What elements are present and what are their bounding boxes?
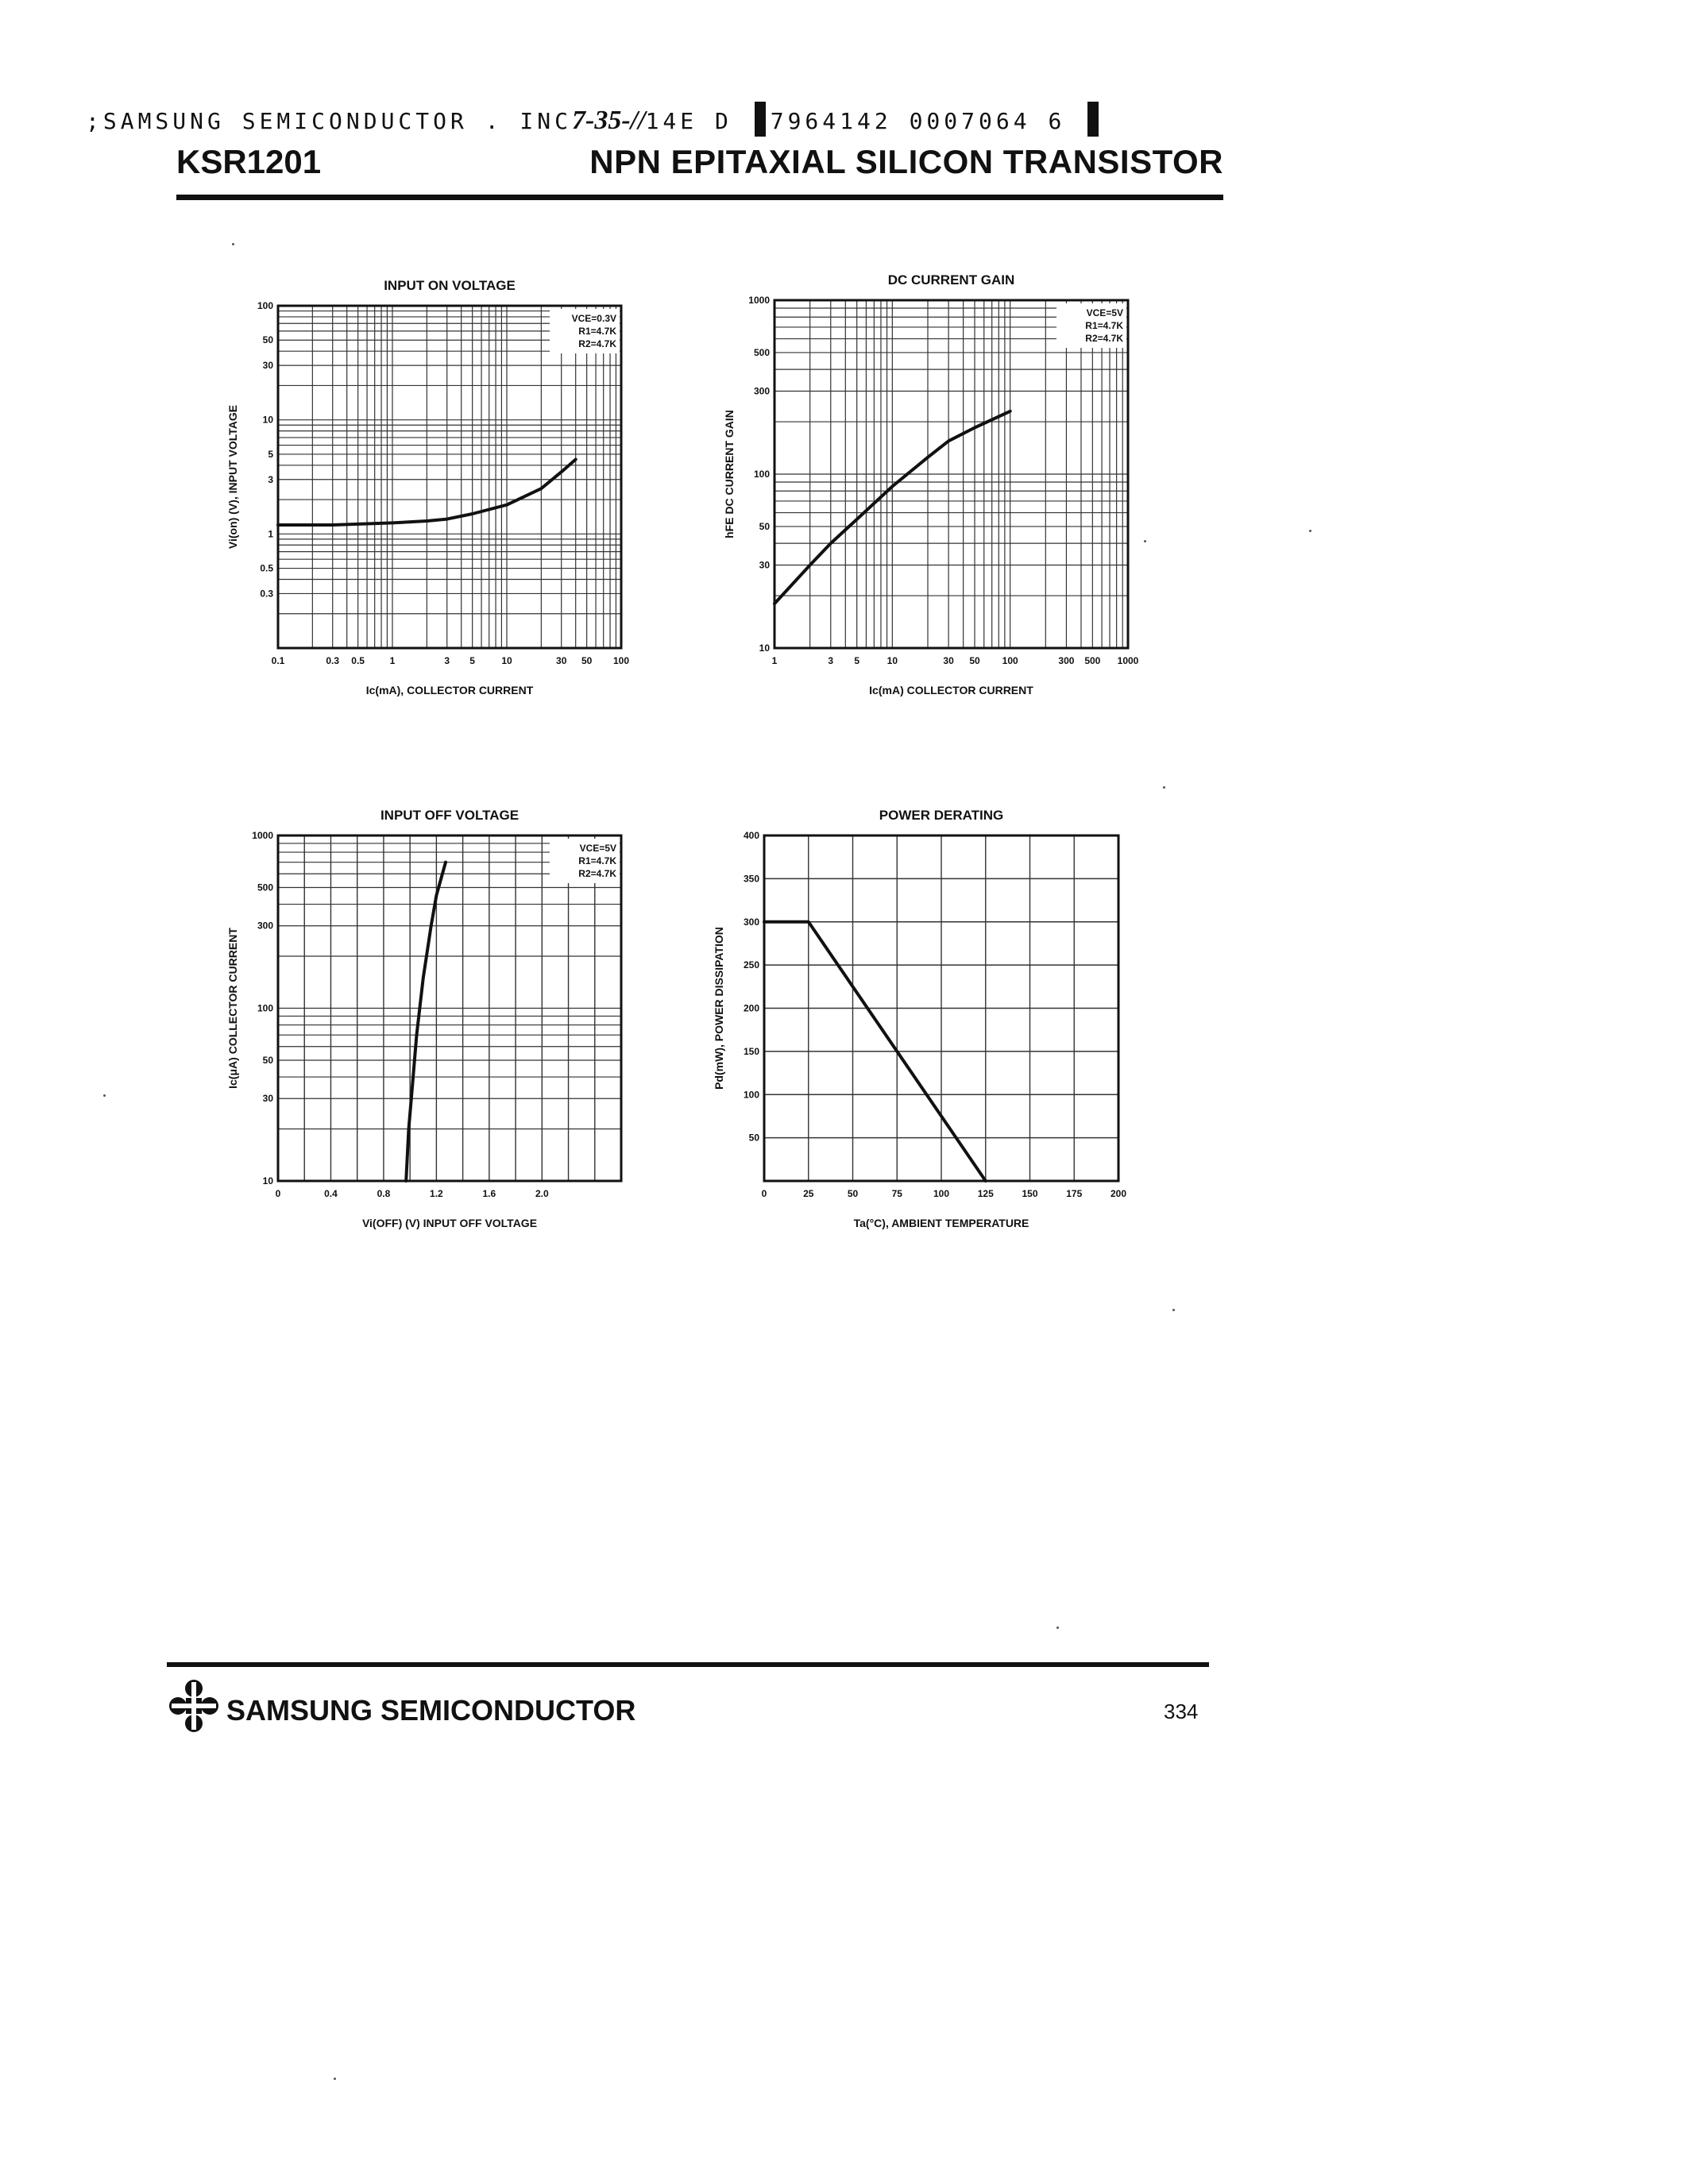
x-tick-label: 1.2: [430, 1188, 443, 1199]
x-tick-label: 100: [612, 655, 630, 666]
condition-label: R2=4.7K: [578, 868, 616, 879]
x-tick-label: 300: [1058, 655, 1075, 666]
x-tick-label: 1: [389, 655, 396, 666]
scan-speck: [1144, 540, 1146, 542]
chart-title: DC CURRENT GAIN: [887, 272, 1015, 287]
code-suffix: 14E D: [645, 108, 732, 134]
x-tick-label: 10: [501, 655, 512, 666]
x-tick-label: 75: [891, 1188, 902, 1199]
condition-label: VCE=0.3V: [571, 313, 616, 324]
chart-title: POWER DERATING: [879, 808, 1004, 823]
condition-label: R2=4.7K: [1085, 333, 1123, 344]
y-tick-label: 50: [262, 1054, 273, 1066]
x-tick-label: 1.6: [482, 1188, 496, 1199]
scan-speck: [232, 243, 234, 245]
lot-code: 7964142 0007064 6: [770, 108, 1066, 134]
x-tick-label: 125: [977, 1188, 994, 1199]
y-tick-label: 50: [262, 334, 273, 346]
y-tick-label: 300: [257, 920, 273, 932]
x-tick-label: 0: [761, 1188, 767, 1199]
condition-label: R1=4.7K: [1085, 320, 1123, 331]
x-tick-label: 0.4: [324, 1188, 338, 1199]
y-tick-label: 300: [743, 916, 759, 928]
y-tick-label: 50: [748, 1132, 759, 1144]
x-tick-label: 200: [1110, 1188, 1127, 1199]
page-number: 334: [1164, 1700, 1199, 1723]
x-tick-label: 3: [444, 655, 450, 666]
footer-rule: [167, 1662, 1209, 1667]
y-axis-label: Pd(mW), POWER DISSIPATION: [713, 927, 725, 1090]
x-tick-label: 30: [556, 655, 567, 666]
y-tick-label: 3: [268, 473, 273, 485]
x-tick-label: 50: [969, 655, 980, 666]
condition-label: R1=4.7K: [578, 326, 616, 337]
x-tick-label: 500: [1084, 655, 1101, 666]
part-number: KSR1201: [176, 143, 322, 180]
y-tick-label: 30: [262, 360, 273, 372]
y-tick-label: 100: [257, 300, 273, 311]
device-title: NPN EPITAXIAL SILICON TRANSISTOR: [589, 143, 1223, 180]
x-tick-label: 150: [1022, 1188, 1038, 1199]
x-tick-label: 100: [1002, 655, 1018, 666]
x-tick-label: 50: [581, 655, 593, 666]
y-tick-label: 1: [268, 528, 273, 540]
x-tick-label: 3: [828, 655, 834, 666]
y-tick-label: 300: [753, 385, 770, 397]
condition-label: R1=4.7K: [578, 855, 616, 866]
scan-speck: [103, 1094, 106, 1097]
chart-title: INPUT OFF VOLTAGE: [380, 808, 520, 823]
x-tick-label: 2.0: [535, 1188, 549, 1199]
chart-input-off-voltage: [226, 808, 621, 1229]
x-tick-label: 0.8: [377, 1188, 391, 1199]
y-tick-label: 500: [753, 346, 770, 358]
y-tick-label: 500: [257, 882, 273, 893]
y-tick-label: 30: [759, 559, 770, 571]
series-line: [406, 862, 446, 1181]
x-tick-label: 0.3: [326, 655, 340, 666]
scan-speck: [1172, 1309, 1175, 1311]
y-tick-label: 10: [262, 1175, 273, 1187]
x-axis-label: Ic(mA), COLLECTOR CURRENT: [365, 684, 534, 696]
y-tick-label: 250: [743, 959, 759, 971]
scan-speck: [1163, 786, 1165, 789]
x-tick-label: 1: [771, 655, 778, 666]
x-tick-label: 10: [886, 655, 898, 666]
y-axis-label: Vi(on) (V), INPUT VOLTAGE: [226, 404, 239, 550]
x-tick-label: 25: [803, 1188, 814, 1199]
plot-frame: [278, 306, 621, 648]
y-tick-label: 10: [759, 642, 770, 654]
y-tick-label: 100: [743, 1089, 759, 1101]
chart-title: INPUT ON VOLTAGE: [384, 278, 516, 293]
y-axis-label: hFE DC CURRENT GAIN: [723, 410, 736, 538]
condition-label: VCE=5V: [1086, 307, 1123, 318]
y-tick-label: 1000: [252, 830, 273, 841]
company-line: ;SAMSUNG SEMICONDUCTOR . INC: [86, 108, 573, 134]
y-tick-label: 350: [743, 873, 759, 885]
x-tick-label: 50: [847, 1188, 859, 1199]
chart-input-on-voltage: [226, 278, 629, 696]
x-tick-label: 0.1: [271, 655, 285, 666]
x-tick-label: 0: [275, 1188, 281, 1199]
y-tick-label: 30: [262, 1093, 273, 1105]
x-axis-label: Ta(°C), AMBIENT TEMPERATURE: [853, 1217, 1029, 1229]
x-tick-label: 5: [854, 655, 860, 666]
y-tick-label: 10: [262, 414, 273, 426]
y-tick-label: 0.5: [260, 562, 273, 574]
scan-speck: [1056, 1626, 1059, 1629]
y-tick-label: 0.3: [260, 588, 273, 600]
y-axis-label: Ic(μA) COLLECTOR CURRENT: [226, 928, 239, 1089]
condition-label: VCE=5V: [579, 843, 616, 854]
x-axis-label: Vi(OFF) (V) INPUT OFF VOLTAGE: [361, 1217, 538, 1229]
condition-label: R2=4.7K: [578, 338, 616, 349]
x-tick-label: 5: [469, 655, 475, 666]
y-tick-label: 1000: [748, 295, 770, 306]
x-tick-label: 100: [933, 1188, 950, 1199]
chart-power-derating: [713, 808, 1126, 1229]
x-tick-label: 0.5: [351, 655, 365, 666]
scan-speck: [1309, 530, 1311, 532]
y-tick-label: 150: [743, 1045, 759, 1057]
y-tick-label: 400: [743, 830, 759, 841]
x-tick-label: 1000: [1117, 655, 1139, 666]
x-axis-label: Ic(mA) COLLECTOR CURRENT: [869, 684, 1033, 696]
x-tick-label: 175: [1066, 1188, 1083, 1199]
samsung-logo-icon: [168, 1677, 219, 1734]
y-tick-label: 100: [257, 1002, 273, 1014]
footer-brand: SAMSUNG SEMICONDUCTOR: [226, 1694, 636, 1727]
y-tick-label: 5: [268, 448, 273, 460]
x-tick-label: 30: [943, 655, 954, 666]
y-tick-label: 200: [743, 1002, 759, 1014]
chart-dc-current-gain: [723, 272, 1139, 696]
y-tick-label: 100: [753, 469, 770, 480]
y-tick-label: 50: [759, 520, 770, 532]
handwritten-code: 7-35-//: [572, 106, 646, 135]
scan-speck: [334, 2078, 336, 2080]
